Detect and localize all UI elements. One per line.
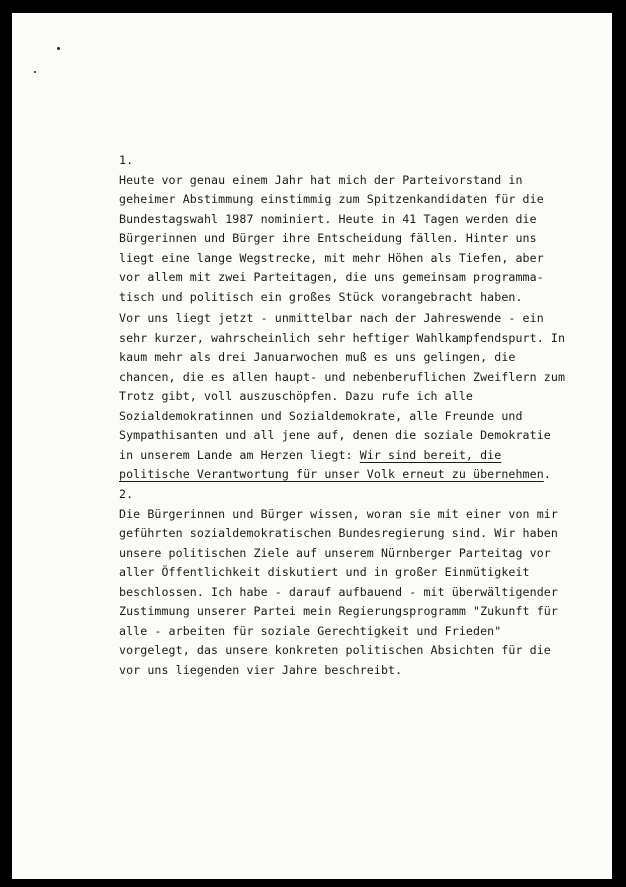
text-line: Heute vor genau einem Jahr hat mich der Parteivorstand in (119, 172, 523, 187)
section-number: 2. (119, 487, 134, 501)
text-line: beschlossen. Ich habe - darauf aufbauend - mit überwältigender (119, 584, 558, 599)
scan-speck (57, 47, 60, 50)
text-line: geheimer Abstimmung einstimmig zum Spitzenkandidaten für die (119, 192, 544, 206)
text-line: Sympathisanten und all jene auf, denen die soziale Demokratie (119, 428, 551, 442)
text-line: vor uns liegenden vier Jahre beschreibt. (119, 662, 403, 677)
text-line: aller Öffentlichkeit diskutiert und in großer Einmütigkeit (119, 565, 530, 579)
section-1 (119, 151, 599, 307)
text-line: Sozialdemokratinnen und Sozialdemokrate, alle Freunde und (119, 408, 523, 423)
text-line: chancen, die es allen haupt- und nebenberuflichen Zweiflern zum (119, 369, 566, 384)
text-line: sehr kurzer, wahrscheinlich sehr heftiger Wahlkampfendspurt. In (119, 330, 566, 345)
text-line: alle - arbeiten für soziale Gerechtigkeit und Frieden" (119, 623, 502, 638)
text-line (119, 446, 599, 466)
section-1-paragraph-2 (119, 309, 599, 485)
text-line: unsere politischen Ziele auf unserem Nürnberger Parteitag vor (119, 545, 551, 560)
text-line: Die Bürgerinnen und Bürger wissen, woran sie mit einer von mir (119, 506, 558, 521)
text-line: Trotz gibt, voll auszuschöpfen. Dazu rufe ich alle (119, 389, 474, 403)
text-line: Zustimmung unserer Partei mein Regierungsprogramm "Zukunft für (119, 604, 558, 618)
section-number: 1. (119, 153, 134, 167)
text-segment: . (543, 467, 551, 481)
text-segment: in unserem Lande am Herzen liegt: (119, 447, 360, 462)
text-line: Bundestagswahl 1987 nominiert. Heute in 41 Tagen werden die (119, 211, 537, 226)
text-line: Vor uns liegt jetzt - unmittelbar nach der Jahreswende - ein (119, 311, 544, 325)
text-line (119, 465, 599, 485)
underlined-statement: Wir sind bereit, die (359, 447, 502, 462)
text-line: geführten sozialdemokratischen Bundesregierung sind. Wir haben (119, 526, 558, 540)
text-line: tisch und politisch ein großes Stück vorangebracht haben. (119, 289, 523, 304)
document-page (12, 13, 612, 879)
text-line: kaum mehr als drei Januarwochen muß es uns gelingen, die (119, 350, 516, 364)
scan-speck (34, 71, 36, 73)
text-line: vor allem mit zwei Parteitagen, die uns gemeinsam programma- (119, 270, 544, 284)
text-line: vorgelegt, das unsere konkreten politischen Absichten für die (119, 643, 551, 657)
text-line: liegt eine lange Wegstrecke, mit mehr Höhen als Tiefen, aber (119, 250, 544, 265)
section-2 (119, 485, 599, 680)
underlined-statement: politische Verantwortung für unser Volk erneut zu übernehmen (119, 467, 544, 481)
text-line: Bürgerinnen und Bürger ihre Entscheidung fällen. Hinter uns (119, 231, 537, 245)
